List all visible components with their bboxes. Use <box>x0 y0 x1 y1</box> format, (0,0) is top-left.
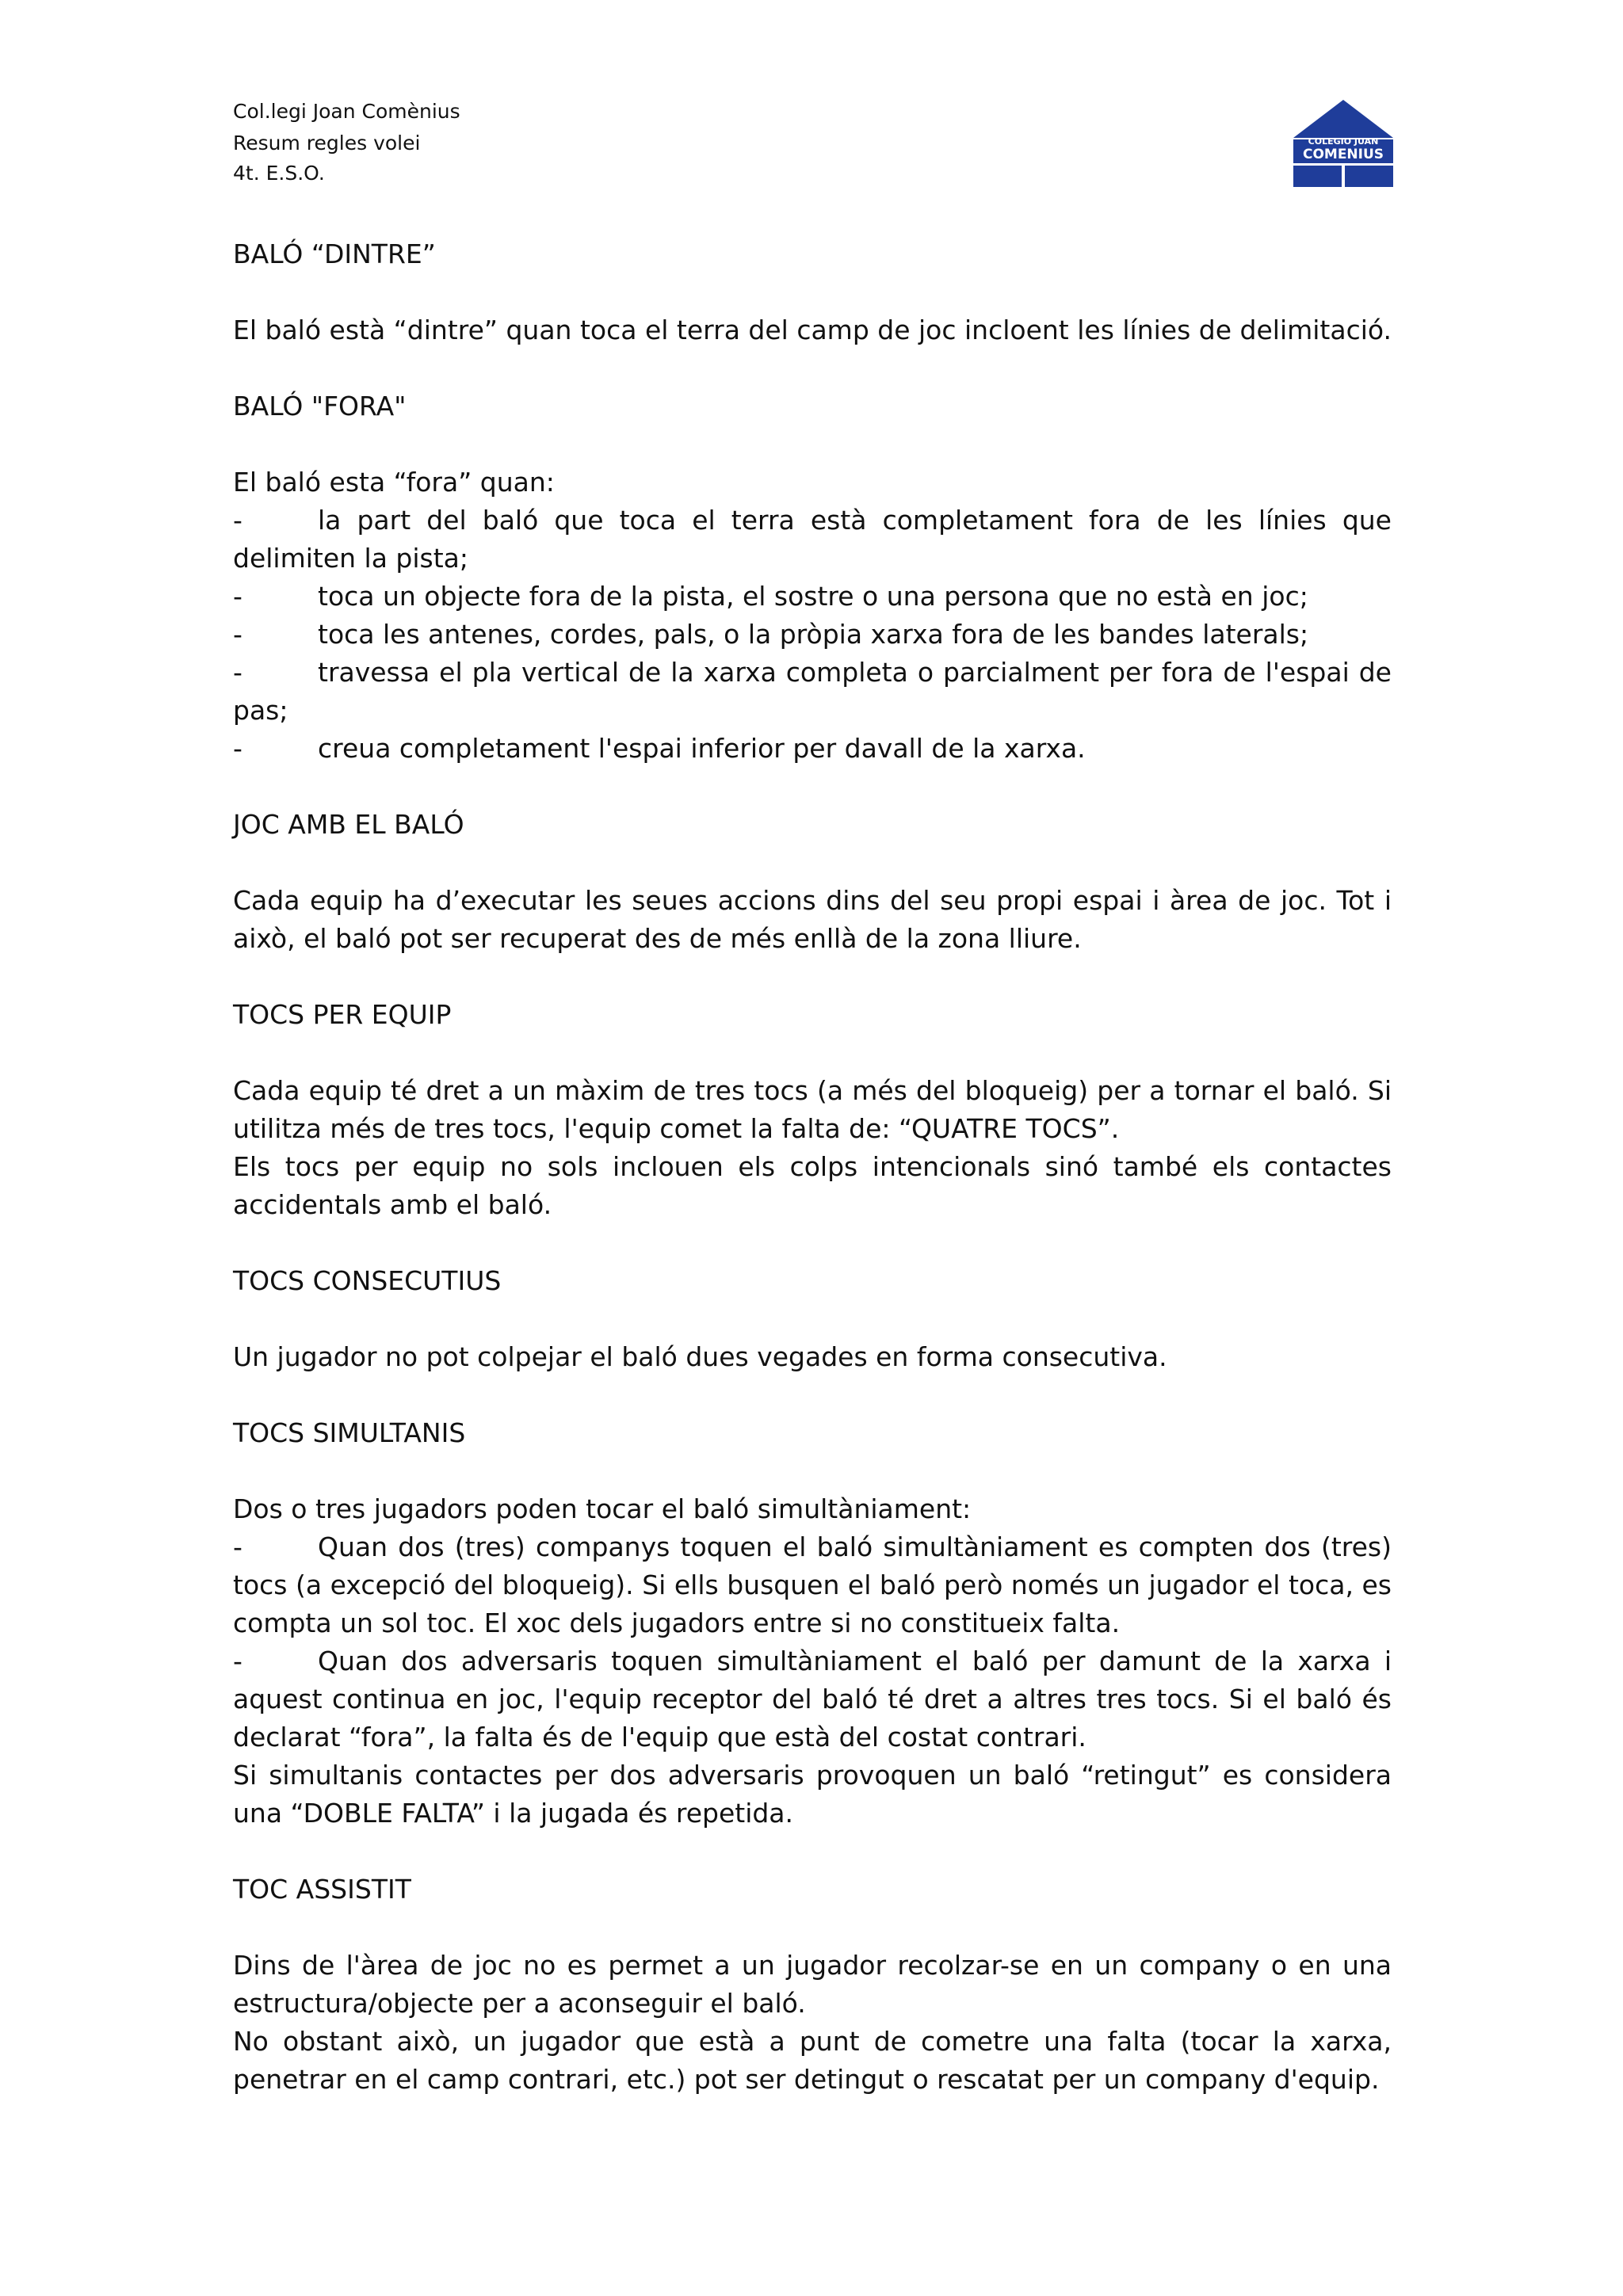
paragraph-assistit-2: No obstant això, un jugador que està a punt de cometre una falta (tocar la xarxa, penetrar en el camp contrari, etc.) pot ser detingut o rescatat per un company d'equip. <box>233 2026 1392 2095</box>
dash-bullet: - <box>233 581 242 612</box>
header-subject: Resum regles volei <box>233 132 421 154</box>
heading-balo-fora: BALÓ "FORA" <box>233 391 407 421</box>
simultanis-list-item <box>233 1528 1392 1642</box>
header-school: Col.legi Joan Comènius <box>233 100 460 123</box>
fora-list-item <box>233 578 1392 616</box>
fora-item-text: la part del baló que toca el terra està completament fora de les línies que delimiten la pista; <box>233 505 1392 574</box>
dash-bullet: - <box>233 619 242 650</box>
fora-list-item <box>233 616 1392 654</box>
header-course: 4t. E.S.O. <box>233 162 325 185</box>
paragraph-simultanis-intro: Dos o tres jugadors poden tocar el baló simultàniament: <box>233 1493 972 1524</box>
dash-bullet: - <box>233 505 242 536</box>
paragraph-dintre: El baló està “dintre” quan toca el terra del camp de joc incloent les línies de delimitació. <box>233 315 1392 345</box>
fora-item-text: travessa el pla vertical de la xarxa completa o parcialment per fora de l'espai de pas; <box>233 657 1392 726</box>
simultanis-item-text: Quan dos (tres) companys toquen el baló simultàniament es compten dos (tres) tocs (a excepció del bloqueig). Si ells busquen el baló però només un jugador el toca, es compta un sol toc. El xoc dels jugadors entre si no constitueix falta. <box>233 1531 1392 1638</box>
simultanis-list-item <box>233 1642 1392 1756</box>
paragraph-fora-intro: El baló esta “fora” quan: <box>233 467 555 498</box>
paragraph-simultanis-end: Si simultanis contactes per dos adversaris provoquen un baló “retingut” es considera una “DOBLE FALTA” i la jugada és repetida. <box>233 1760 1392 1829</box>
paragraph-consecutius: Un jugador no pot colpejar el baló dues vegades en forma consecutiva. <box>233 1341 1167 1372</box>
fora-list-item <box>233 654 1392 730</box>
logo-line2: COMENIUS <box>1302 147 1384 162</box>
fora-item-text: toca les antenes, cordes, pals, o la pròpia xarxa fora de les bandes laterals; <box>318 619 1309 650</box>
logo-line1: COLEGIO JUAN <box>1308 136 1379 147</box>
fora-item-text: toca un objecte fora de la pista, el sostre o una persona que no està en joc; <box>318 581 1308 612</box>
document-body <box>233 235 1392 2099</box>
paragraph-joc: Cada equip ha d’executar les seues accions dins del seu propi espai i àrea de joc. Tot i això, el baló pot ser recuperat des de més enllà de la zona lliure. <box>233 885 1392 954</box>
dash-bullet: - <box>233 1531 242 1562</box>
simultanis-item-text: Quan dos adversaris toquen simultàniament el baló per damunt de la xarxa i aquest continua en joc, l'equip receptor del baló té dret a altres tres tocs. Si el baló és declarat “fora”, la falta és de l'equip que està del costat contrari. <box>233 1646 1392 1753</box>
school-logo <box>1293 100 1393 187</box>
heading-tocs-simultanis: TOCS SIMULTANIS <box>233 1417 466 1448</box>
fora-list-item <box>233 730 1392 768</box>
dash-bullet: - <box>233 1646 242 1676</box>
dash-bullet: - <box>233 657 242 688</box>
paragraph-tocs-equip-2: Els tocs per equip no sols inclouen els colps intencionals sinó també els contactes accidentals amb el baló. <box>233 1151 1392 1220</box>
fora-list-item <box>233 502 1392 578</box>
heading-tocs-consecutius: TOCS CONSECUTIUS <box>233 1265 502 1296</box>
fora-item-text: creua completament l'espai inferior per davall de la xarxa. <box>318 733 1086 764</box>
heading-toc-assistit: TOC ASSISTIT <box>233 1874 411 1905</box>
heading-tocs-per-equip: TOCS PER EQUIP <box>233 999 452 1030</box>
paragraph-tocs-equip-1: Cada equip té dret a un màxim de tres tocs (a més del bloqueig) per a tornar el baló. Si utilitza més de tres tocs, l'equip comet la falta de: “QUATRE TOCS”. <box>233 1075 1392 1144</box>
dash-bullet: - <box>233 733 242 764</box>
heading-balo-dintre: BALÓ “DINTRE” <box>233 238 436 269</box>
paragraph-assistit-1: Dins de l'àrea de joc no es permet a un jugador recolzar-se en un company o en una estructura/objecte per a aconseguir el baló. <box>233 1950 1392 2019</box>
heading-joc-amb-el-balo: JOC AMB EL BALÓ <box>233 809 464 840</box>
